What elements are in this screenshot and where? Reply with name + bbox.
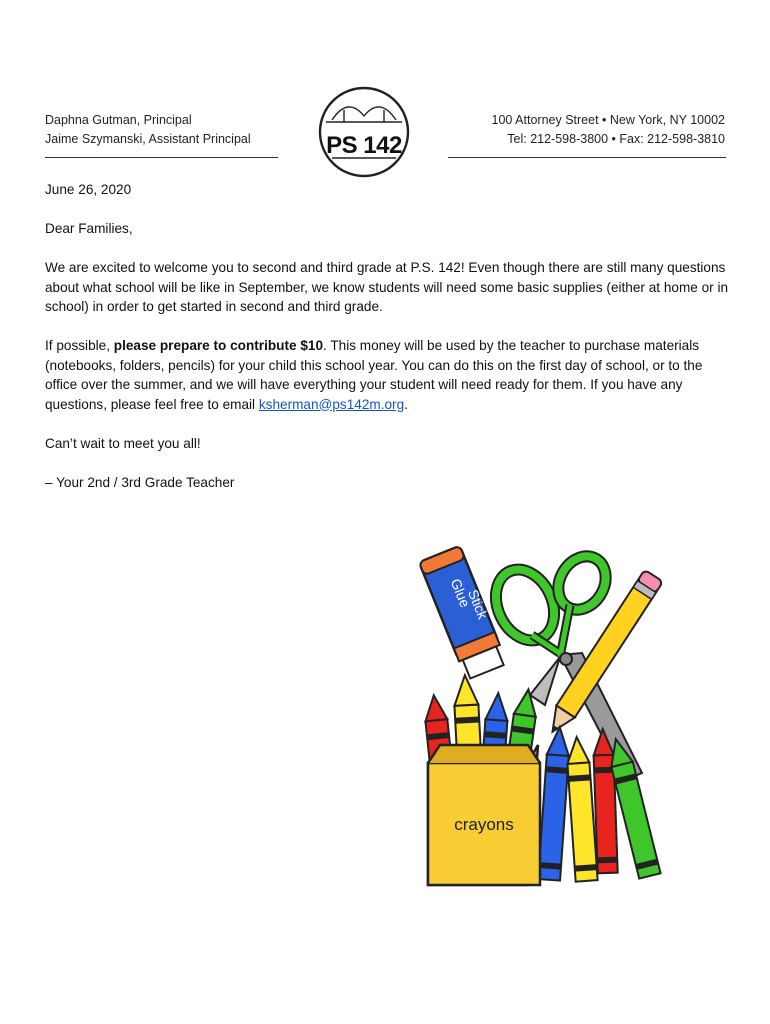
letter-greeting: Dear Families, xyxy=(45,221,133,236)
letter-signature: – Your 2nd / 3rd Grade Teacher xyxy=(45,474,235,490)
crayon-box-label: crayons xyxy=(454,815,514,834)
school-logo xyxy=(318,86,410,178)
assistant-principal-name: Jaime Szymanski, Assistant Principal xyxy=(45,132,251,146)
school-supplies-illustration xyxy=(410,545,680,890)
header-divider-right xyxy=(448,157,726,158)
glue-label-1: Glue xyxy=(447,576,474,610)
header-left xyxy=(45,111,251,149)
principal-name: Daphna Gutman, Principal xyxy=(45,113,192,127)
school-address: 100 Attorney Street • New York, NY 10002 xyxy=(491,113,725,127)
paragraph-2-end: . xyxy=(404,396,408,412)
email-link[interactable]: ksherman@ps142m.org xyxy=(258,396,405,412)
header-divider-left xyxy=(45,157,278,158)
glue-label-2: Stick xyxy=(464,587,492,622)
header-right xyxy=(492,111,725,149)
paragraph-2-intro: If possible, xyxy=(45,338,114,353)
letter-paragraph-1: We are excited to welcome you to second and third grade at P.S. 142! Even though there are still many questions about what school will be like in September, we know students will need some basic supplies (either at home or in school) in order to get started in second and third grade. xyxy=(45,260,729,314)
letter-date: June 26, 2020 xyxy=(45,182,132,197)
letter-body xyxy=(45,180,735,512)
logo-text: PS 142 xyxy=(326,132,402,159)
letter-paragraph-2 xyxy=(45,336,735,414)
crayon-box-icon xyxy=(428,745,540,885)
paragraph-2-text: . This money will be used by the teacher to purchase materials (notebooks, folders, pencils) for your child this school year. You can do this on the first day of school, or to the office over the summer, and we will have everything your student will need ready for them. If you have any questions, please feel free to email xyxy=(45,338,703,412)
school-phone-fax: Tel: 212-598-3800 • Fax: 212-598-3810 xyxy=(507,132,725,146)
contribution-request: please prepare to contribute $10 xyxy=(113,338,324,353)
letter-closing-line: Can’t wait to meet you all! xyxy=(45,435,201,451)
